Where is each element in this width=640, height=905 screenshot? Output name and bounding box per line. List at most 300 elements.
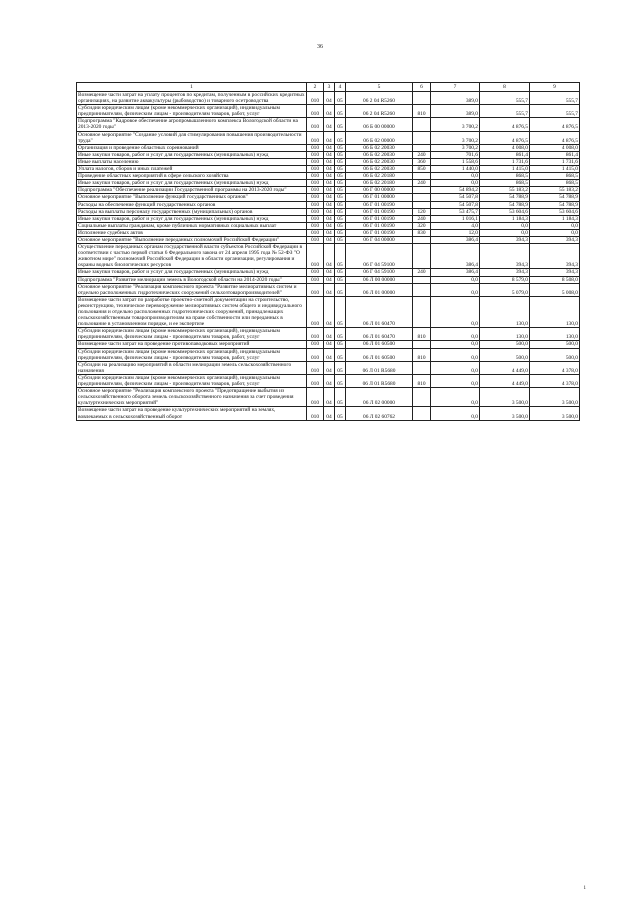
row-name: Иные выплаты населению bbox=[77, 158, 307, 165]
table-row bbox=[77, 144, 580, 151]
section-code: 04 bbox=[324, 341, 335, 348]
ministry-code: 010 bbox=[307, 187, 324, 194]
column-header: 2 bbox=[307, 83, 324, 92]
value-2018: 500,0 bbox=[480, 348, 530, 361]
section-code: 04 bbox=[324, 236, 335, 243]
expense-type: 810 bbox=[413, 348, 431, 361]
value-2019: 3 500,0 bbox=[530, 388, 580, 407]
subsection-code: 05 bbox=[335, 92, 346, 105]
value-2019: 4 378,0 bbox=[530, 361, 580, 374]
table-row bbox=[77, 131, 580, 144]
expense-type bbox=[413, 194, 431, 201]
value-2018: 394,3 bbox=[480, 236, 530, 243]
section-code: 04 bbox=[324, 151, 335, 158]
value-2018: 861,4 bbox=[480, 151, 530, 158]
section-code: 04 bbox=[324, 361, 335, 374]
value-2019: 130,0 bbox=[530, 328, 580, 341]
row-name: Основное мероприятие "Реализация комплексного проекта "Развитие мелиоративных систем и отдельно расположенных гидротехнических сооружений сельхозтоваропроизводителей" bbox=[77, 283, 307, 296]
expense-type: 240 bbox=[413, 180, 431, 187]
ministry-code: 010 bbox=[307, 407, 324, 420]
table-row bbox=[77, 180, 580, 187]
row-name: Подпрограмма "Развитие мелиорации земель в Вологодской области на 2014-2020 годы" bbox=[77, 276, 307, 283]
subsection-code: 05 bbox=[335, 361, 346, 374]
value-2017: 0,0 bbox=[431, 328, 480, 341]
value-2019: 130,0 bbox=[530, 296, 580, 327]
target-article: 06 Б 02 20030 bbox=[346, 166, 413, 173]
section-code: 04 bbox=[324, 187, 335, 194]
target-article: 06 Л 02 00000 bbox=[346, 388, 413, 407]
value-2018: 53 604,6 bbox=[480, 208, 530, 215]
value-2018: 4 876,5 bbox=[480, 118, 530, 131]
ministry-code: 010 bbox=[307, 144, 324, 151]
ministry-code: 010 bbox=[307, 92, 324, 105]
target-article: 06 Г 01 00190 bbox=[346, 208, 413, 215]
ministry-code: 010 bbox=[307, 348, 324, 361]
value-2018: 54 788,9 bbox=[480, 201, 530, 208]
value-2018: 4 449,0 bbox=[480, 361, 530, 374]
subsection-code: 05 bbox=[335, 151, 346, 158]
value-2019: 868,5 bbox=[530, 180, 580, 187]
column-header: 8 bbox=[480, 83, 530, 92]
value-2018: 1 184,3 bbox=[480, 215, 530, 222]
budget-table bbox=[76, 82, 580, 421]
value-2019: 4 876,5 bbox=[530, 118, 580, 131]
section-code: 04 bbox=[324, 131, 335, 144]
column-header: 7 bbox=[431, 83, 480, 92]
value-2019: 868,5 bbox=[530, 173, 580, 180]
target-article: 06 Б 02 00000 bbox=[346, 131, 413, 144]
ministry-code: 010 bbox=[307, 341, 324, 348]
ministry-code: 010 bbox=[307, 328, 324, 341]
expense-type: 320 bbox=[413, 222, 431, 229]
expense-type bbox=[413, 187, 431, 194]
value-2019: 0,0 bbox=[530, 222, 580, 229]
expense-type bbox=[413, 341, 431, 348]
section-code: 04 bbox=[324, 229, 335, 236]
ministry-code: 010 bbox=[307, 194, 324, 201]
table-row bbox=[77, 222, 580, 229]
expense-type bbox=[413, 276, 431, 283]
table-row bbox=[77, 105, 580, 118]
value-2018: 130,0 bbox=[480, 296, 530, 327]
row-name: Расходы на обеспечение функций государственных органов bbox=[77, 201, 307, 208]
target-article: 06 Л 01 00000 bbox=[346, 283, 413, 296]
subsection-code: 05 bbox=[335, 173, 346, 180]
value-2017: 389,0 bbox=[431, 105, 480, 118]
ministry-code: 010 bbox=[307, 244, 324, 269]
page-number: 36 bbox=[317, 44, 323, 50]
value-2017: 386,4 bbox=[431, 244, 480, 269]
value-2019: 1 415,0 bbox=[530, 166, 580, 173]
value-2019: 4 008,0 bbox=[530, 144, 580, 151]
expense-type bbox=[413, 118, 431, 131]
subsection-code: 05 bbox=[335, 222, 346, 229]
subsection-code: 05 bbox=[335, 236, 346, 243]
subsection-code: 05 bbox=[335, 187, 346, 194]
table-row bbox=[77, 388, 580, 407]
column-header: 6 bbox=[413, 83, 431, 92]
value-2019: 5 008,0 bbox=[530, 283, 580, 296]
value-2017: 54 507,8 bbox=[431, 194, 480, 201]
row-name: Субсидии юридическим лицам (кроме некоммерческих организаций), индивидуальным предпринимателям, физическим лицам - производителям товаров, работ, услуг bbox=[77, 374, 307, 387]
value-2018: 0,0 bbox=[480, 229, 530, 236]
value-2017: 4,0 bbox=[431, 222, 480, 229]
table-row bbox=[77, 328, 580, 341]
subsection-code: 05 bbox=[335, 283, 346, 296]
section-code: 04 bbox=[324, 388, 335, 407]
value-2018: 1 731,6 bbox=[480, 158, 530, 165]
subsection-code: 05 bbox=[335, 388, 346, 407]
value-2019: 4 876,5 bbox=[530, 131, 580, 144]
row-name: Основное мероприятие "Реализация комплексного проекта "Предотвращение выбытия из сельскохозяйственного оборота земель сельскохозяйственного назначения за счет проведения культуртехнических мероприятий" bbox=[77, 388, 307, 407]
column-header: 1 bbox=[77, 83, 307, 92]
row-name: Исполнение судебных актов bbox=[77, 229, 307, 236]
row-name: Субсидии юридическим лицам (кроме некоммерческих организаций), индивидуальным предпринимателям, физическим лицам - производителям товаров, работ, услуг bbox=[77, 105, 307, 118]
section-code: 04 bbox=[324, 144, 335, 151]
target-article: 06 Л 02 60762 bbox=[346, 407, 413, 420]
target-article: 06 Г 04 59100 bbox=[346, 269, 413, 276]
column-header: 9 bbox=[530, 83, 580, 92]
value-2019: 394,3 bbox=[530, 236, 580, 243]
table-row bbox=[77, 407, 580, 420]
value-2017: 0,0 bbox=[431, 348, 480, 361]
subsection-code: 05 bbox=[335, 118, 346, 131]
value-2019: 54 788,9 bbox=[530, 194, 580, 201]
value-2018: 3 500,0 bbox=[480, 388, 530, 407]
target-article: 06 2 04 R5260 bbox=[346, 105, 413, 118]
expense-type: 360 bbox=[413, 158, 431, 165]
target-article: 06 Б 02 20180 bbox=[346, 173, 413, 180]
row-name: Субсидии юридическим лицам (кроме некоммерческих организаций), индивидуальным предпринимателям, физическим лицам - производителям товаров, работ, услуг bbox=[77, 328, 307, 341]
value-2017: 1 558,6 bbox=[431, 158, 480, 165]
ministry-code: 010 bbox=[307, 201, 324, 208]
value-2018: 130,0 bbox=[480, 328, 530, 341]
subsection-code: 05 bbox=[335, 407, 346, 420]
value-2017: 12,0 bbox=[431, 229, 480, 236]
value-2019: 555,7 bbox=[530, 105, 580, 118]
table-row bbox=[77, 166, 580, 173]
value-2018: 555,7 bbox=[480, 92, 530, 105]
target-article: 06 Г 01 00000 bbox=[346, 194, 413, 201]
section-code: 04 bbox=[324, 194, 335, 201]
value-2017: 3 700,2 bbox=[431, 144, 480, 151]
row-name: Подпрограмма "Обеспечение реализации Государственной программы на 2013-2020 годы" bbox=[77, 187, 307, 194]
value-2019: 3 500,0 bbox=[530, 407, 580, 420]
table-row bbox=[77, 173, 580, 180]
table-row bbox=[77, 296, 580, 327]
value-2018: 394,3 bbox=[480, 244, 530, 269]
section-code: 04 bbox=[324, 374, 335, 387]
target-article: 06 2 04 R5260 bbox=[346, 92, 413, 105]
row-name: Осуществление переданных органам государственной власти субъектов Российской Федерации в соответствии с частью первой статьи 6 Федерального закона от 24 апреля 1995 года № 52-ФЗ "О животном мире" полномочий Российской Федерации в области организации, регулирования и охраны водных биологических ресурсов bbox=[77, 244, 307, 269]
value-2017: 386,4 bbox=[431, 236, 480, 243]
value-2017: 0,0 bbox=[431, 374, 480, 387]
value-2018: 3 500,0 bbox=[480, 407, 530, 420]
value-2017: 3 700,2 bbox=[431, 118, 480, 131]
value-2019: 4 378,0 bbox=[530, 374, 580, 387]
table-row bbox=[77, 229, 580, 236]
row-name: Уплата налогов, сборов и иных платежей bbox=[77, 166, 307, 173]
row-name: Социальные выплаты гражданам, кроме публичных нормативных социальных выплат bbox=[77, 222, 307, 229]
section-code: 04 bbox=[324, 244, 335, 269]
value-2019: 861,4 bbox=[530, 151, 580, 158]
row-name: Иные закупки товаров, работ и услуг для государственных (муниципальных) нужд bbox=[77, 215, 307, 222]
value-2017: 0,0 bbox=[431, 276, 480, 283]
ministry-code: 010 bbox=[307, 269, 324, 276]
section-code: 04 bbox=[324, 201, 335, 208]
ministry-code: 010 bbox=[307, 166, 324, 173]
value-2018: 0,0 bbox=[480, 222, 530, 229]
section-code: 04 bbox=[324, 328, 335, 341]
section-code: 04 bbox=[324, 283, 335, 296]
expense-type bbox=[413, 244, 431, 269]
value-2017: 53 475,7 bbox=[431, 208, 480, 215]
column-header: 5 bbox=[346, 83, 413, 92]
ministry-code: 010 bbox=[307, 208, 324, 215]
expense-type bbox=[413, 388, 431, 407]
table-row bbox=[77, 348, 580, 361]
value-2019: 55 183,2 bbox=[530, 187, 580, 194]
target-article: 06 Г 04 59100 bbox=[346, 244, 413, 269]
value-2017: 0,0 bbox=[431, 173, 480, 180]
ministry-code: 010 bbox=[307, 151, 324, 158]
expense-type bbox=[413, 144, 431, 151]
value-2019: 0,0 bbox=[530, 229, 580, 236]
value-2017: 0,0 bbox=[431, 388, 480, 407]
value-2019: 555,7 bbox=[530, 92, 580, 105]
target-article: 06 Г 01 00190 bbox=[346, 201, 413, 208]
value-2018: 394,3 bbox=[480, 269, 530, 276]
subsection-code: 05 bbox=[335, 341, 346, 348]
value-2018: 55 183,2 bbox=[480, 187, 530, 194]
value-2017: 0,0 bbox=[431, 180, 480, 187]
section-code: 04 bbox=[324, 92, 335, 105]
target-article: 06 Б 00 00000 bbox=[346, 118, 413, 131]
target-article: 06 Л 01 60470 bbox=[346, 328, 413, 341]
table-row bbox=[77, 283, 580, 296]
value-2019: 53 604,6 bbox=[530, 208, 580, 215]
value-2018: 555,7 bbox=[480, 105, 530, 118]
target-article: 06 Л 01 R5680 bbox=[346, 361, 413, 374]
footer-mark: 1 bbox=[583, 886, 586, 891]
value-2017: 0,0 bbox=[431, 341, 480, 348]
subsection-code: 05 bbox=[335, 348, 346, 361]
expense-type bbox=[413, 131, 431, 144]
section-code: 04 bbox=[324, 222, 335, 229]
ministry-code: 010 bbox=[307, 229, 324, 236]
table-row bbox=[77, 201, 580, 208]
section-code: 04 bbox=[324, 180, 335, 187]
expense-type: 240 bbox=[413, 215, 431, 222]
section-code: 04 bbox=[324, 296, 335, 327]
section-code: 04 bbox=[324, 158, 335, 165]
section-code: 04 bbox=[324, 407, 335, 420]
target-article: 06 Б 02 20030 bbox=[346, 151, 413, 158]
table-row bbox=[77, 244, 580, 269]
value-2017: 54 894,2 bbox=[431, 187, 480, 194]
target-article: 06 Л 01 60500 bbox=[346, 348, 413, 361]
table-row bbox=[77, 341, 580, 348]
column-header: 4 bbox=[335, 83, 346, 92]
section-code: 04 bbox=[324, 173, 335, 180]
target-article: 06 Г 04 00000 bbox=[346, 236, 413, 243]
target-article: 06 Л 00 00000 bbox=[346, 276, 413, 283]
ministry-code: 010 bbox=[307, 374, 324, 387]
subsection-code: 05 bbox=[335, 131, 346, 144]
row-name: Расходы на выплаты персоналу государственных (муниципальных) органов bbox=[77, 208, 307, 215]
expense-type: 240 bbox=[413, 269, 431, 276]
subsection-code: 05 bbox=[335, 158, 346, 165]
row-name: Возмещение части затрат по разработке проектно-сметной документации на строительство, реконструкцию, техническое перевооружение мелиоративных систем общего и индивидуального пользования и отдельно расположенных гидротехнических сооружений, принадлежащих сельскохозяйственным товаропроизводителям на праве собственности или переданных в пользование в установленном порядке, и ее экспертизе bbox=[77, 296, 307, 327]
table-row bbox=[77, 276, 580, 283]
ministry-code: 010 bbox=[307, 118, 324, 131]
table-row bbox=[77, 92, 580, 105]
expense-type: 810 bbox=[413, 374, 431, 387]
subsection-code: 05 bbox=[335, 374, 346, 387]
subsection-code: 05 bbox=[335, 215, 346, 222]
ministry-code: 010 bbox=[307, 283, 324, 296]
expense-type bbox=[413, 92, 431, 105]
ministry-code: 010 bbox=[307, 276, 324, 283]
row-name: Организация и проведение областных соревнований bbox=[77, 144, 307, 151]
ministry-code: 010 bbox=[307, 222, 324, 229]
table-row bbox=[77, 151, 580, 158]
subsection-code: 05 bbox=[335, 328, 346, 341]
value-2017: 701,6 bbox=[431, 151, 480, 158]
value-2018: 4 449,0 bbox=[480, 374, 530, 387]
subsection-code: 05 bbox=[335, 208, 346, 215]
value-2017: 0,0 bbox=[431, 407, 480, 420]
value-2018: 500,0 bbox=[480, 341, 530, 348]
expense-type bbox=[413, 236, 431, 243]
row-name: Возмещение части затрат на проведение противопаводковых мероприятий bbox=[77, 341, 307, 348]
value-2017: 0,0 bbox=[431, 283, 480, 296]
expense-type bbox=[413, 283, 431, 296]
table-row bbox=[77, 194, 580, 201]
subsection-code: 05 bbox=[335, 276, 346, 283]
value-2019: 500,0 bbox=[530, 348, 580, 361]
table-row bbox=[77, 269, 580, 276]
target-article: 06 Г 01 00190 bbox=[346, 222, 413, 229]
value-2017: 386,4 bbox=[431, 269, 480, 276]
value-2019: 394,3 bbox=[530, 244, 580, 269]
value-2018: 54 788,9 bbox=[480, 194, 530, 201]
table-row bbox=[77, 361, 580, 374]
target-article: 06 Л 01 60470 bbox=[346, 296, 413, 327]
value-2017: 1 440,0 bbox=[431, 166, 480, 173]
table-header bbox=[77, 83, 580, 92]
value-2019: 1 731,6 bbox=[530, 158, 580, 165]
target-article: 06 Б 02 20180 bbox=[346, 180, 413, 187]
expense-type bbox=[413, 201, 431, 208]
value-2019: 394,3 bbox=[530, 269, 580, 276]
value-2019: 1 184,3 bbox=[530, 215, 580, 222]
value-2018: 4 008,0 bbox=[480, 144, 530, 151]
expense-type bbox=[413, 296, 431, 327]
row-name: Подпрограмма "Кадровое обеспечение агропромышленного комплекса Вологодской области на 2013-2020 годы" bbox=[77, 118, 307, 131]
value-2017: 0,0 bbox=[431, 361, 480, 374]
value-2017: 0,0 bbox=[431, 296, 480, 327]
column-header: 3 bbox=[324, 83, 335, 92]
ministry-code: 010 bbox=[307, 296, 324, 327]
value-2018: 8 579,0 bbox=[480, 276, 530, 283]
subsection-code: 05 bbox=[335, 244, 346, 269]
value-2019: 54 788,9 bbox=[530, 201, 580, 208]
section-code: 04 bbox=[324, 105, 335, 118]
value-2019: 8 508,0 bbox=[530, 276, 580, 283]
header-row bbox=[77, 83, 580, 92]
value-2018: 5 079,0 bbox=[480, 283, 530, 296]
table-row bbox=[77, 208, 580, 215]
value-2018: 4 876,5 bbox=[480, 131, 530, 144]
row-name: Основное мероприятие "Создание условий для стимулирования повышения производительности труда" bbox=[77, 131, 307, 144]
row-name: Основное мероприятие "Выполнение функций государственных органов" bbox=[77, 194, 307, 201]
row-name: Субсидии юридическим лицам (кроме некоммерческих организаций), индивидуальным предпринимателям, физическим лицам - производителям товаров, работ, услуг bbox=[77, 348, 307, 361]
ministry-code: 010 bbox=[307, 388, 324, 407]
ministry-code: 010 bbox=[307, 180, 324, 187]
subsection-code: 05 bbox=[335, 166, 346, 173]
expense-type: 120 bbox=[413, 208, 431, 215]
ministry-code: 010 bbox=[307, 105, 324, 118]
ministry-code: 010 bbox=[307, 215, 324, 222]
value-2018: 868,5 bbox=[480, 180, 530, 187]
target-article: 06 Л 01 60500 bbox=[346, 341, 413, 348]
row-name: Иные закупки товаров, работ и услуг для государственных (муниципальных) нужд bbox=[77, 151, 307, 158]
ministry-code: 010 bbox=[307, 131, 324, 144]
target-article: 06 Б 02 20030 bbox=[346, 158, 413, 165]
table-row bbox=[77, 236, 580, 243]
table-row bbox=[77, 374, 580, 387]
expense-type bbox=[413, 173, 431, 180]
subsection-code: 05 bbox=[335, 180, 346, 187]
subsection-code: 05 bbox=[335, 144, 346, 151]
table-body bbox=[77, 92, 580, 421]
row-name: Иные закупки товаров, работ и услуг для государственных (муниципальных) нужд bbox=[77, 180, 307, 187]
ministry-code: 010 bbox=[307, 361, 324, 374]
value-2017: 1 016,1 bbox=[431, 215, 480, 222]
row-name: Проведение областных мероприятий в сфере сельского хозяйства bbox=[77, 173, 307, 180]
table-row bbox=[77, 158, 580, 165]
section-code: 04 bbox=[324, 208, 335, 215]
section-code: 04 bbox=[324, 215, 335, 222]
target-article: 06 Л 01 R5680 bbox=[346, 374, 413, 387]
row-name: Основное мероприятие "Выполнение переданных полномочий Российской Федерации" bbox=[77, 236, 307, 243]
subsection-code: 05 bbox=[335, 296, 346, 327]
subsection-code: 05 bbox=[335, 229, 346, 236]
expense-type: 850 bbox=[413, 166, 431, 173]
table-row bbox=[77, 118, 580, 131]
expense-type: 810 bbox=[413, 328, 431, 341]
subsection-code: 05 bbox=[335, 194, 346, 201]
section-code: 04 bbox=[324, 276, 335, 283]
table-row bbox=[77, 215, 580, 222]
expense-type: 240 bbox=[413, 151, 431, 158]
ministry-code: 010 bbox=[307, 236, 324, 243]
expense-type: 810 bbox=[413, 105, 431, 118]
row-name: Субсидии на реализацию мероприятий в области мелиорации земель сельскохозяйственного назначения bbox=[77, 361, 307, 374]
value-2017: 3 700,2 bbox=[431, 131, 480, 144]
target-article: 06 Б 02 20030 bbox=[346, 144, 413, 151]
value-2018: 868,5 bbox=[480, 173, 530, 180]
expense-type bbox=[413, 361, 431, 374]
subsection-code: 05 bbox=[335, 105, 346, 118]
section-code: 04 bbox=[324, 269, 335, 276]
section-code: 04 bbox=[324, 166, 335, 173]
row-name: Иные закупки товаров, работ и услуг для государственных (муниципальных) нужд bbox=[77, 269, 307, 276]
section-code: 04 bbox=[324, 348, 335, 361]
target-article: 06 Г 01 00190 bbox=[346, 215, 413, 222]
expense-type: 830 bbox=[413, 229, 431, 236]
